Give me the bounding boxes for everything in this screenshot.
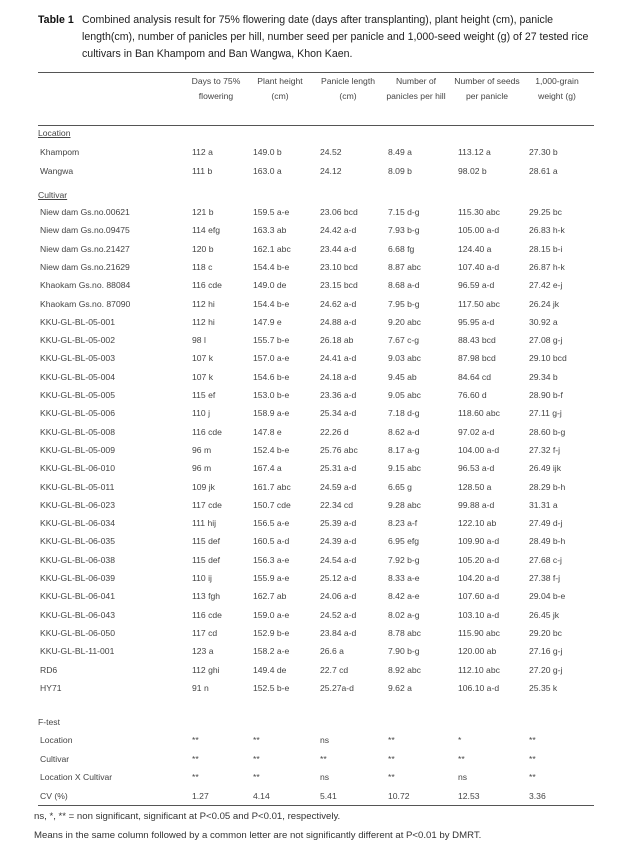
cultivar-row-row-label-cell: KKU-GL-BL-11-001 (40, 646, 115, 657)
cultivar-row-row-label-cell: RD6 (40, 664, 58, 675)
cultivar-row-panicle-length-cell: 22.7 cd (320, 664, 349, 675)
cultivar-row-seeds-per-panicle-cell: 107.60 a-d (458, 591, 500, 602)
cultivar-row-plant-height-cell: 158.2 a-e (253, 646, 290, 657)
cultivar-row-seeds-per-panicle-cell: 95.95 a-d (458, 316, 495, 327)
cultivar-row-panicle-length-cell: 24.88 a-d (320, 316, 357, 327)
cultivar-row-grain-weight-cell: 31.31 a (529, 499, 558, 510)
cultivar-row-flowering-cell: 115 def (192, 554, 221, 565)
cultivar-row-seeds-per-panicle-cell: 99.88 a-d (458, 499, 495, 510)
cultivar-row-plant-height-cell: 154.4 b-e (253, 261, 290, 272)
cultivar-row-seeds-per-panicle-cell: 105.20 a-d (458, 554, 500, 565)
cultivar-row-plant-height-cell: 149.4 de (253, 664, 287, 675)
cultivar-row-flowering-cell: 118 c (192, 261, 213, 272)
cultivar-row-seeds-per-panicle-cell: 96.53 a-d (458, 463, 495, 474)
cultivar-row-plant-height-cell: 154.6 b-e (253, 371, 290, 382)
cultivar-row-grain-weight-cell: 27.32 f-j (529, 444, 561, 455)
cultivar-row-grain-weight-cell: 27.11 g-j (529, 408, 562, 419)
cultivar-row-plant-height-cell: 152.9 b-e (253, 627, 290, 638)
ftest-row-seeds-per-panicle-cell: 12.53 (458, 790, 480, 801)
cultivar-row-flowering-cell: 107 k (192, 353, 214, 364)
cultivar-row-plant-height-cell: 155.7 b-e (253, 335, 290, 346)
cultivar-row-flowering-cell: 112 hi (192, 316, 215, 327)
cultivar-row-flowering-cell: 107 k (192, 371, 214, 382)
cultivar-row-seeds-per-panicle-cell: 112.10 abc (458, 664, 500, 675)
cultivar-row-panicles-per-hill-cell: 7.67 c-g (388, 335, 420, 346)
ftest-row-grain-weight-cell: ** (529, 772, 536, 782)
ftest-row-row-label-cell: Cultivar (40, 753, 70, 764)
ftest-row-panicle-length-cell: ** (320, 753, 327, 764)
cultivar-row-plant-height-cell: 162.1 abc (253, 243, 291, 254)
location-row-plant-height-cell: 149.0 b (253, 147, 282, 157)
cultivar-row-flowering-cell: 98 l (192, 335, 206, 346)
cultivar-row-grain-weight-cell: 28.15 b-i (529, 243, 563, 254)
cultivar-row-panicles-per-hill-cell: 6.95 efg (388, 536, 420, 547)
cultivar-row-plant-height-cell: 160.5 a-d (253, 536, 290, 547)
cultivar-row-row-label-cell: Niew dam Gs.no.09475 (40, 225, 130, 236)
cultivar-row-plant-height-cell: 158.9 a-e (253, 408, 290, 419)
cultivar-row-panicle-length-cell: 24.42 a-d (320, 225, 357, 236)
ftest-row-panicle-length-cell: 5.41 (320, 790, 337, 801)
cultivar-row-panicle-length-cell: 25.31 a-d (320, 463, 357, 474)
cultivar-row-panicle-length-cell: 26.6 a (320, 646, 344, 657)
cultivar-row-plant-height-cell: 147.8 e (253, 426, 282, 437)
cultivar-row-grain-weight-cell: 27.68 c-j (529, 554, 562, 565)
cultivar-row-row-label-cell: KKU-GL-BL-05-006 (40, 408, 115, 419)
cultivar-row-row-label-cell: KKU-GL-BL-05-008 (40, 426, 115, 437)
cultivar-row-flowering-cell: 120 b (192, 243, 214, 254)
location-row-row-label-cell: Khampom (40, 147, 80, 157)
cultivar-row-panicles-per-hill-cell: 8.92 abc (388, 664, 421, 675)
cultivar-row-grain-weight-cell: 28.49 b-h (529, 536, 566, 547)
location-row-grain-weight-cell: 28.61 a (529, 166, 558, 176)
cultivar-row-grain-weight-cell: 28.29 b-h (529, 481, 566, 492)
table-caption (38, 12, 598, 63)
cultivar-row-panicles-per-hill-cell: 8.87 abc (388, 261, 421, 272)
cultivar-row-row-label-cell: KKU-GL-BL-05-001 (40, 316, 115, 327)
location-row-flowering-cell: 111 b (192, 166, 213, 176)
cultivar-row-grain-weight-cell: 26.45 jk (529, 609, 560, 620)
cultivar-row-panicle-length-cell: 23.44 a-d (320, 243, 357, 254)
cultivar-row-row-label-cell: HY71 (40, 682, 62, 693)
cultivar-row-flowering-cell: 91 n (192, 682, 209, 693)
cultivar-row-seeds-per-panicle-cell: 96.59 a-d (458, 280, 495, 291)
cultivar-row-plant-height-cell: 153.0 b-e (253, 390, 290, 400)
cultivar-row-panicles-per-hill-cell: 9.20 abc (388, 316, 421, 327)
cultivar-row-plant-height-cell: 155.9 a-e (253, 573, 290, 583)
cultivar-row-panicles-per-hill-cell: 7.15 d-g (388, 207, 420, 217)
cultivar-row-row-label-cell: KKU-GL-BL-05-011 (40, 481, 115, 492)
cultivar-row-flowering-cell: 116 cde (192, 609, 222, 620)
cultivar-row-grain-weight-cell: 27.42 e-j (529, 280, 563, 291)
cultivar-row-grain-weight-cell: 27.08 g-j (529, 335, 563, 346)
cultivar-row-grain-weight-cell: 26.83 h-k (529, 225, 565, 236)
cultivar-row-panicles-per-hill-cell: 8.42 a-e (388, 591, 420, 602)
location-row-panicle-length-cell: 24.52 (320, 147, 342, 157)
cultivar-row-flowering-cell: 117 cde (192, 499, 222, 510)
location-row-row-label-cell: Wangwa (40, 166, 74, 176)
ftest-row-panicles-per-hill-cell: 10.72 (388, 790, 410, 801)
cultivar-row-panicles-per-hill-cell: 8.17 a-g (388, 444, 420, 455)
cultivar-row-plant-height-cell: 162.7 ab (253, 591, 287, 602)
table-bottom-rule (38, 805, 594, 806)
cultivar-row-panicles-per-hill-cell: 7.95 b-g (388, 298, 420, 309)
table-top-rule (38, 72, 594, 73)
cultivar-row-row-label-cell: KKU-GL-BL-06-041 (40, 591, 115, 602)
ftest-row-panicles-per-hill-cell: ** (388, 753, 395, 764)
table-caption-text: Combined analysis result for 75% flowering date (days after transplanting), plant height (cm), panicle length(cm), number of panicles per hill, number seed per panicle and 1,000-seed weight (g) of 27 tested rice cultivars in Ban Khampom and Ban Wangwa, Khon Kaen. (82, 14, 589, 60)
cultivar-row-plant-height-cell: 156.3 a-e (253, 554, 290, 565)
cultivar-row-row-label-cell: KKU-GL-BL-06-038 (40, 554, 115, 565)
cultivar-row-plant-height-cell: 161.7 abc (253, 481, 291, 492)
cultivar-row-grain-weight-cell: 27.38 f-j (529, 573, 561, 583)
cultivar-row-seeds-per-panicle-cell: 105.00 a-d (458, 225, 500, 236)
cultivar-row-row-label-cell: KKU-GL-BL-05-002 (40, 335, 115, 346)
ftest-row-panicles-per-hill-cell: ** (388, 772, 395, 782)
cultivar-row-row-label-cell: Khaokam Gs.no. 87090 (40, 298, 131, 309)
cultivar-row-flowering-cell: 111 hij (192, 518, 217, 529)
cultivar-row-grain-weight-cell: 26.24 jk (529, 298, 560, 309)
cultivar-row-seeds-per-panicle-cell: 104.20 a-d (458, 573, 500, 583)
cultivar-row-flowering-cell: 110 ij (192, 573, 212, 583)
cultivar-row-seeds-per-panicle-cell: 109.90 a-d (458, 536, 500, 547)
cultivar-row-panicle-length-cell: 24.54 a-d (320, 554, 357, 565)
ftest-row-panicle-length-cell: ns (320, 772, 330, 782)
cultivar-row-panicles-per-hill-cell: 8.68 a-d (388, 280, 420, 291)
cultivar-row-grain-weight-cell: 29.10 bcd (529, 353, 567, 364)
cultivar-row-panicles-per-hill-cell: 9.45 ab (388, 371, 417, 382)
cultivar-row-plant-height-cell: 150.7 cde (253, 499, 291, 510)
ftest-row-seeds-per-panicle-cell: * (458, 735, 462, 745)
ftest-row-flowering-cell: ** (192, 735, 199, 745)
cultivar-row-seeds-per-panicle-cell: 120.00 ab (458, 646, 497, 657)
cultivar-row-flowering-cell: 112 hi (192, 298, 215, 309)
cultivar-row-grain-weight-cell: 30.92 a (529, 316, 558, 327)
cultivar-row-row-label-cell: Khaokam Gs.no. 88084 (40, 280, 131, 291)
ftest-row-row-label-cell: Location (40, 735, 73, 745)
cultivar-row-panicles-per-hill-cell: 7.92 b-g (388, 554, 420, 565)
cultivar-row-seeds-per-panicle-cell: 84.64 cd (458, 371, 491, 382)
cultivar-row-plant-height-cell: 149.0 de (253, 280, 287, 291)
cultivar-row-grain-weight-cell: 29.20 bc (529, 627, 562, 638)
cultivar-row-seeds-per-panicle-cell: 128.50 a (458, 481, 492, 492)
col-header-panicles-per-hill: Number of panicles per hill (386, 76, 446, 101)
ftest-row-seeds-per-panicle-cell: ns (458, 772, 468, 782)
cultivar-row-plant-height-cell: 152.5 b-e (253, 682, 290, 693)
cultivar-row-panicle-length-cell: 25.39 a-d (320, 518, 357, 529)
cultivar-row-panicle-length-cell: 23.15 bcd (320, 280, 358, 291)
cultivar-row-grain-weight-cell: 27.16 g-j (529, 646, 563, 657)
cultivar-row-row-label-cell: KKU-GL-BL-05-009 (40, 444, 115, 455)
cultivar-row-panicle-length-cell: 24.59 a-d (320, 481, 357, 492)
location-row-grain-weight-cell: 27.30 b (529, 147, 558, 157)
cultivar-row-seeds-per-panicle-cell: 103.10 a-d (458, 609, 500, 620)
ftest-row-flowering-cell: ** (192, 772, 199, 782)
cultivar-row-panicles-per-hill-cell: 7.18 d-g (388, 408, 420, 419)
cultivar-row-panicles-per-hill-cell: 8.78 abc (388, 627, 421, 638)
cultivar-row-panicle-length-cell: 23.36 a-d (320, 390, 357, 400)
cultivar-row-grain-weight-cell: 29.34 b (529, 371, 558, 382)
cultivar-row-flowering-cell: 110 j (192, 408, 210, 419)
cultivar-row-panicles-per-hill-cell: 9.62 a (388, 682, 412, 693)
cultivar-row-grain-weight-cell: 26.49 ijk (529, 463, 562, 474)
cultivar-row-panicles-per-hill-cell: 8.62 a-d (388, 426, 420, 437)
cultivar-row-panicle-length-cell: 23.06 bcd (320, 207, 358, 217)
cultivar-row-seeds-per-panicle-cell: 124.40 a (458, 243, 492, 254)
cultivar-row-grain-weight-cell: 25.35 k (529, 682, 558, 693)
cultivar-row-flowering-cell: 116 cde (192, 280, 222, 291)
cultivar-row-panicle-length-cell: 24.06 a-d (320, 591, 357, 602)
cultivar-row-panicle-length-cell: 24.41 a-d (320, 353, 357, 364)
cultivar-row-flowering-cell: 123 a (192, 646, 214, 657)
ftest-row-plant-height-cell: ** (253, 735, 260, 745)
col-header-plant-height: Plant height (cm) (257, 76, 303, 101)
section-ftest-label: F-test (38, 717, 60, 727)
cultivar-row-grain-weight-cell: 28.60 b-g (529, 426, 566, 437)
cultivar-row-plant-height-cell: 159.5 a-e (253, 207, 290, 217)
cultivar-row-flowering-cell: 114 efg (192, 225, 221, 236)
col-header-grain-weight: 1,000-grain weight (g) (535, 76, 579, 101)
cultivar-row-row-label-cell: KKU-GL-BL-06-035 (40, 536, 115, 547)
ftest-row-plant-height-cell: ** (253, 772, 260, 782)
cultivar-row-flowering-cell: 112 ghi (192, 664, 220, 675)
cultivar-row-flowering-cell: 117 cd (192, 627, 218, 638)
ftest-row-grain-weight-cell: ** (529, 735, 536, 745)
cultivar-row-row-label-cell: Niew dam Gs.no.21427 (40, 243, 130, 254)
cultivar-row-grain-weight-cell: 26.87 h-k (529, 261, 565, 272)
cultivar-row-panicles-per-hill-cell: 8.23 a-f (388, 518, 418, 529)
cultivar-row-panicle-length-cell: 22.26 d (320, 426, 349, 437)
cultivar-row-plant-height-cell: 157.0 a-e (253, 353, 290, 364)
cultivar-row-panicle-length-cell: 25.76 abc (320, 444, 358, 455)
cultivar-row-panicles-per-hill-cell: 7.93 b-g (388, 225, 420, 236)
cultivar-row-plant-height-cell: 159.0 a-e (253, 609, 290, 620)
header-bottom-rule (38, 125, 594, 126)
cultivar-row-grain-weight-cell: 29.25 bc (529, 207, 562, 217)
cultivar-row-panicle-length-cell: 23.84 a-d (320, 627, 357, 638)
ftest-row-panicles-per-hill-cell: ** (388, 735, 395, 745)
cultivar-row-panicles-per-hill-cell: 6.65 g (388, 481, 412, 492)
cultivar-row-plant-height-cell: 154.4 b-e (253, 298, 290, 309)
cultivar-row-flowering-cell: 96 m (192, 444, 212, 455)
cultivar-row-row-label-cell: KKU-GL-BL-05-003 (40, 353, 115, 364)
cultivar-row-grain-weight-cell: 27.20 g-j (529, 664, 563, 675)
cultivar-row-row-label-cell: KKU-GL-BL-06-050 (40, 627, 115, 638)
location-row-panicles-per-hill-cell: 8.49 a (388, 147, 412, 157)
location-row-plant-height-cell: 163.0 a (253, 166, 282, 176)
cultivar-row-panicle-length-cell: 23.10 bcd (320, 261, 358, 272)
cultivar-row-grain-weight-cell: 27.49 d-j (529, 518, 563, 529)
cultivar-row-panicle-length-cell: 24.52 a-d (320, 609, 357, 620)
cultivar-row-plant-height-cell: 167.4 a (253, 463, 282, 474)
cultivar-row-seeds-per-panicle-cell: 122.10 ab (458, 518, 497, 529)
cultivar-row-seeds-per-panicle-cell: 76.60 d (458, 390, 487, 400)
cultivar-row-panicles-per-hill-cell: 9.28 abc (388, 499, 421, 510)
cultivar-row-grain-weight-cell: 29.04 b-e (529, 591, 566, 602)
cultivar-row-seeds-per-panicle-cell: 118.60 abc (458, 408, 500, 419)
cultivar-row-flowering-cell: 115 def (192, 536, 221, 547)
cultivar-row-seeds-per-panicle-cell: 115.30 abc (458, 207, 500, 217)
ftest-row-plant-height-cell: ** (253, 753, 260, 764)
cultivar-row-panicle-length-cell: 24.18 a-d (320, 371, 357, 382)
ftest-row-plant-height-cell: 4.14 (253, 790, 270, 801)
cultivar-row-row-label-cell: KKU-GL-BL-06-039 (40, 573, 115, 583)
cultivar-row-flowering-cell: 96 m (192, 463, 212, 474)
cultivar-row-seeds-per-panicle-cell: 97.02 a-d (458, 426, 495, 437)
cultivar-row-row-label-cell: Niew dam Gs.no.00621 (40, 207, 130, 217)
cultivar-row-row-label-cell: KKU-GL-BL-05-004 (40, 371, 115, 382)
cultivar-row-seeds-per-panicle-cell: 104.00 a-d (458, 444, 500, 455)
ftest-row-seeds-per-panicle-cell: ** (458, 753, 465, 764)
cultivar-row-panicles-per-hill-cell: 6.68 fg (388, 243, 415, 254)
cultivar-row-plant-height-cell: 147.9 e (253, 316, 282, 327)
ftest-row-flowering-cell: ** (192, 753, 199, 764)
cultivar-row-flowering-cell: 113 fgh (192, 591, 221, 602)
section-cultivar-label: Cultivar (38, 190, 68, 200)
cultivar-row-panicle-length-cell: 24.62 a-d (320, 298, 357, 309)
location-row-panicle-length-cell: 24.12 (320, 166, 342, 176)
cultivar-row-grain-weight-cell: 28.90 b-f (529, 390, 563, 400)
cultivar-row-flowering-cell: 109 jk (192, 481, 215, 492)
cultivar-row-plant-height-cell: 163.3 ab (253, 225, 287, 236)
cultivar-row-row-label-cell: KKU-GL-BL-06-034 (40, 518, 115, 529)
table-label: Table 1 (38, 14, 74, 26)
ftest-row-row-label-cell: CV (%) (40, 790, 68, 801)
location-row-seeds-per-panicle-cell: 113.12 a (458, 147, 491, 157)
cultivar-row-seeds-per-panicle-cell: 115.90 abc (458, 627, 500, 638)
cultivar-row-plant-height-cell: 152.4 b-e (253, 444, 290, 455)
cultivar-row-row-label-cell: Niew dam Gs.no.21629 (40, 261, 130, 272)
col-header-seeds-per-panicle: Number of seeds per panicle (454, 76, 520, 101)
cultivar-row-panicles-per-hill-cell: 7.90 b-g (388, 646, 420, 657)
cultivar-row-panicles-per-hill-cell: 8.02 a-g (388, 609, 420, 620)
footnote-significance: ns, *, ** = non significant, significant at P<0.05 and P<0.01, respectively. (34, 811, 341, 822)
cultivar-row-seeds-per-panicle-cell: 106.10 a-d (458, 682, 500, 693)
ftest-row-grain-weight-cell: 3.36 (529, 790, 546, 801)
cultivar-row-panicles-per-hill-cell: 8.33 a-e (388, 573, 420, 583)
cultivar-row-plant-height-cell: 156.5 a-e (253, 518, 290, 529)
cultivar-row-row-label-cell: KKU-GL-BL-05-005 (40, 390, 115, 400)
cultivar-row-panicle-length-cell: 26.18 ab (320, 335, 354, 346)
footnote-dmrt: Means in the same column followed by a common letter are not significantly different at P<0.01 by DMRT. (34, 830, 482, 841)
cultivar-row-seeds-per-panicle-cell: 117.50 abc (458, 298, 500, 309)
section-location-label: Location (38, 128, 71, 138)
cultivar-row-flowering-cell: 116 cde (192, 426, 222, 437)
cultivar-row-panicles-per-hill-cell: 9.03 abc (388, 353, 421, 364)
cultivar-row-seeds-per-panicle-cell: 87.98 bcd (458, 353, 496, 364)
cultivar-row-seeds-per-panicle-cell: 107.40 a-d (458, 261, 500, 272)
cultivar-row-panicle-length-cell: 24.39 a-d (320, 536, 357, 547)
location-row-seeds-per-panicle-cell: 98.02 b (458, 166, 487, 176)
cultivar-row-flowering-cell: 115 ef (192, 390, 216, 400)
location-row-flowering-cell: 112 a (192, 147, 213, 157)
cultivar-row-panicle-length-cell: 25.34 a-d (320, 408, 357, 419)
location-row-panicles-per-hill-cell: 8.09 b (388, 166, 412, 176)
cultivar-row-panicle-length-cell: 25.27a-d (320, 682, 354, 693)
ftest-row-flowering-cell: 1.27 (192, 790, 209, 801)
cultivar-row-panicles-per-hill-cell: 9.15 abc (388, 463, 421, 474)
cultivar-row-panicles-per-hill-cell: 9.05 abc (388, 390, 421, 400)
cultivar-row-flowering-cell: 121 b (192, 207, 214, 217)
cultivar-row-row-label-cell: KKU-GL-BL-06-043 (40, 609, 115, 620)
col-header-panicle-length: Panicle length (cm) (321, 76, 375, 101)
col-header-flowering: Days to 75% flowering (191, 76, 241, 101)
cultivar-row-seeds-per-panicle-cell: 88.43 bcd (458, 335, 496, 346)
ftest-row-grain-weight-cell: ** (529, 753, 536, 764)
ftest-row-row-label-cell: Location X Cultivar (40, 772, 113, 782)
cultivar-row-row-label-cell: KKU-GL-BL-06-023 (40, 499, 115, 510)
cultivar-row-panicle-length-cell: 22.34 cd (320, 499, 353, 510)
cultivar-row-panicle-length-cell: 25.12 a-d (320, 573, 357, 583)
cultivar-row-row-label-cell: KKU-GL-BL-06-010 (40, 463, 115, 474)
ftest-row-panicle-length-cell: ns (320, 735, 330, 745)
